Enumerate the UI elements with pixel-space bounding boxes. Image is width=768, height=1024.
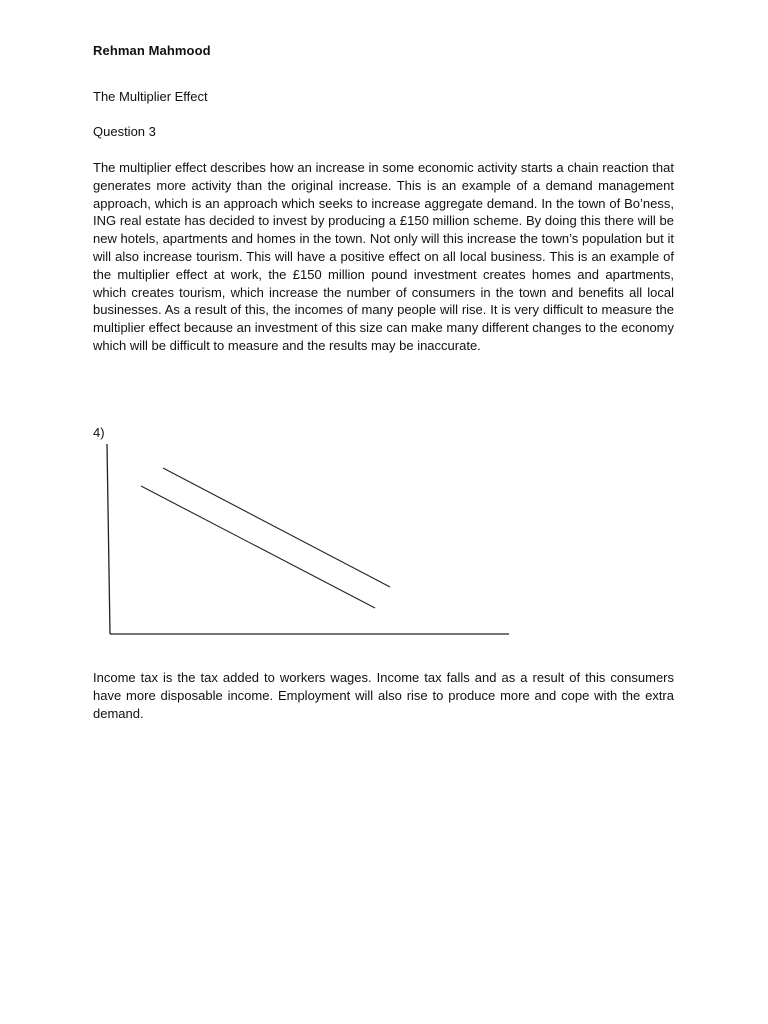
document-title: The Multiplier Effect xyxy=(93,89,208,104)
author-name: Rehman Mahmood xyxy=(93,43,211,58)
paragraph-multiplier-effect: The multiplier effect describes how an increase in some economic activity starts a chain reaction that generates more activity than the original increase. This is an example of a demand management approach, which is an approach which seeks to increase aggregate demand. In the town of Bo’ness, ING real estate has decided to invest by producing a £150 million scheme. By doing this there will be new hotels, apartments and homes in the town. Not only will this increase the town’s population but it will also increase tourism. This will have a positive effect on all local business. This is an example of the multiplier effect at work, the £150 million pound investment creates homes and apartments, which creates tourism, which increase the number of consumers in the town and benefits all local businesses. As a result of this, the incomes of many people will rise. It is very difficult to measure the multiplier effect because an investment of this size can make many different changes to the economy which will be difficult to measure and the results may be inaccurate. xyxy=(93,160,674,353)
original-demand-line xyxy=(141,486,375,608)
y-axis xyxy=(107,444,110,634)
paragraph-income-tax: Income tax is the tax added to workers wages. Income tax falls and as a result of this consumers have more disposable income. Employment will also rise to produce more and cope with the extra demand. xyxy=(93,670,674,721)
question-3-heading: Question 3 xyxy=(93,124,156,139)
shifted-demand-line xyxy=(163,468,390,587)
question-4-label: 4) xyxy=(93,425,105,440)
